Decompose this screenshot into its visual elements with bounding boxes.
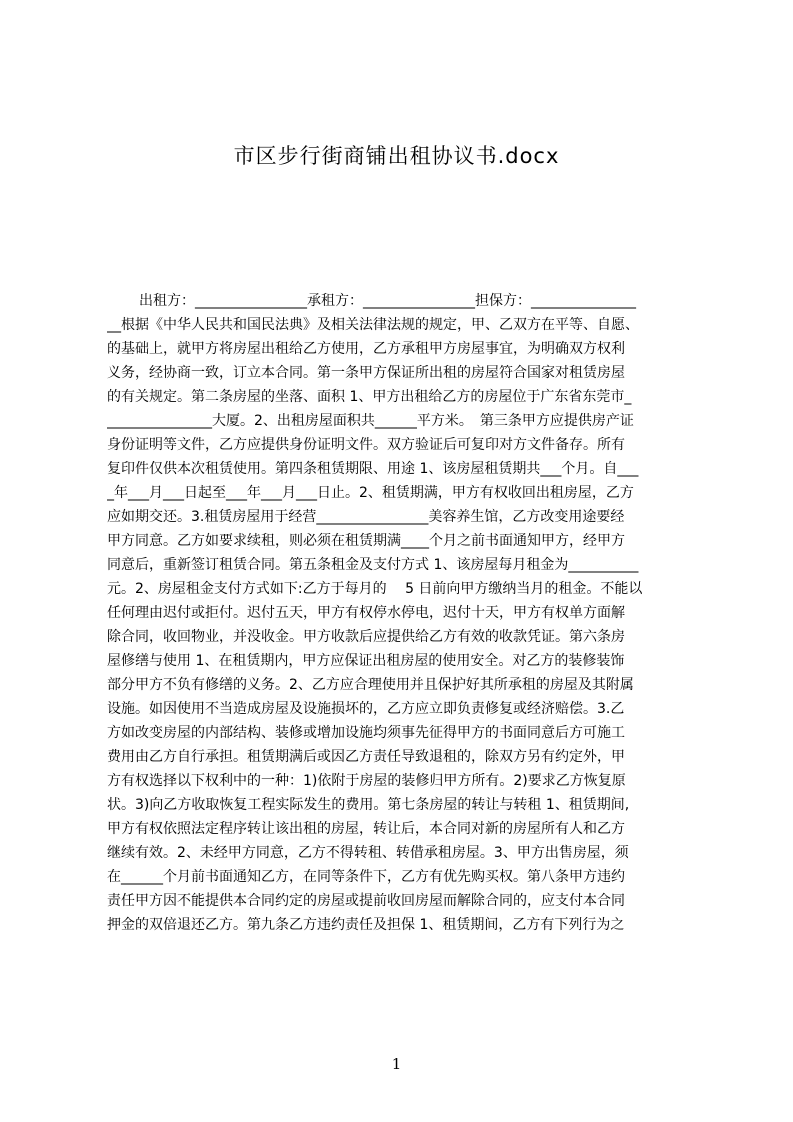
body-line: 的有关规定。第二条房屋的坐落、面积 1、甲方出租给乙方的房屋位于广东省东莞市_ [107,389,632,405]
document-body [107,289,697,937]
body-line: 元。2、房屋租金支付方式如下:乙方于每月的 5 日前向甲方缴纳当月的租金。不能以 [107,581,643,597]
body-line: 甲方有权依照法定程序转让该出租的房屋，转让后，本合同对新的房屋所有人和乙方 [107,821,625,837]
body-line: 继续有效。2、未经甲方同意，乙方不得转租、转借承租房屋。3、甲方出售房屋，须 [107,845,629,861]
body-line: _______________大厦。2、出租房屋面积共______平方米。 第三条甲方应提供房产证 [107,413,634,429]
body-line: 在______个月前书面通知乙方，在同等条件下，乙方有优先购买权。第八条甲方违约 [107,869,625,885]
document-title: 市区步行街商铺出租协议书.docx [233,144,560,168]
body-line: 押金的双倍退还乙方。第九条乙方违约责任及担保 1、租赁期间，乙方有下列行为之 [107,917,625,933]
body-line: 费用由乙方自行承担。租赁期满后或因乙方责任导致退租的，除双方另有约定外，甲 [107,749,625,765]
body-line: 方有权选择以下权利中的一种：1)依附于房屋的装修归甲方所有。2)要求乙方恢复原 [107,773,626,789]
body-line: 甲方同意。乙方如要求续租，则必须在租赁期满____个月之前书面通知甲方，经甲方 [107,533,625,549]
body-line: 屋修缮与使用 1、在租赁期内，甲方应保证出租房屋的使用安全。对乙方的装修装饰 [107,653,625,669]
body-line: _年___月___日起至___年___月___日止。2、租赁期满，甲方有权收回出租房屋，乙方 [107,485,634,501]
body-line: 身份证明等文件，乙方应提供身份证明文件。双方验证后可复印对方文件备存。所有 [107,437,625,453]
body-line: 的基础上，就甲方将房屋出租给乙方使用，乙方承租甲方房屋事宜，为明确双方权利 [107,341,625,357]
body-line: 部分甲方不负有修缮的义务。2、乙方应合理使用并且保护好其所承租的房屋及其附属 [107,677,634,693]
page-number: 1 [391,1055,402,1073]
body-line: __根据《中华人民共和国民法典》及相关法律法规的规定，甲、乙双方在平等、自愿、 [107,317,639,333]
body-line: 责任甲方因不能提供本合同约定的房屋或提前收回房屋而解除合同的，应支付本合同 [107,893,625,909]
body-line: 复印件仅供本次租赁使用。第四条租赁期限、用途 1、该房屋租赁期共___个月。自___ [107,461,639,477]
body-line: 除合同，收回物业，并没收金。甲方收款后应提供给乙方有效的收款凭证。第六条房 [107,629,625,645]
body-line: 应如期交还。3.租赁房屋用于经营________________美容养生馆，乙方改变用途要经 [107,509,625,525]
body-line: 出租方：________________承租方：________________担保方：_______________ [139,293,636,309]
body-line: 方如改变房屋的内部结构、装修或增加设施均须事先征得甲方的书面同意后方可施工 [107,725,625,741]
body-line: 任何理由迟付或拒付。迟付五天，甲方有权停水停电，迟付十天，甲方有权单方面解 [107,605,625,621]
body-line: 设施。如因使用不当造成房屋及设施损坏的，乙方应立即负责修复或经济赔偿。3.乙 [107,701,625,717]
body-line: 义务，经协商一致，订立本合同。第一条甲方保证所出租的房屋符合国家对租赁房屋 [107,365,625,381]
body-line: 状。3)向乙方收取恢复工程实际发生的费用。第七条房屋的转让与转租 1、租赁期间, [107,797,630,813]
body-line: 同意后，重新签订租赁合同。第五条租金及支付方式 1、该房屋每月租金为__________ [107,557,639,573]
